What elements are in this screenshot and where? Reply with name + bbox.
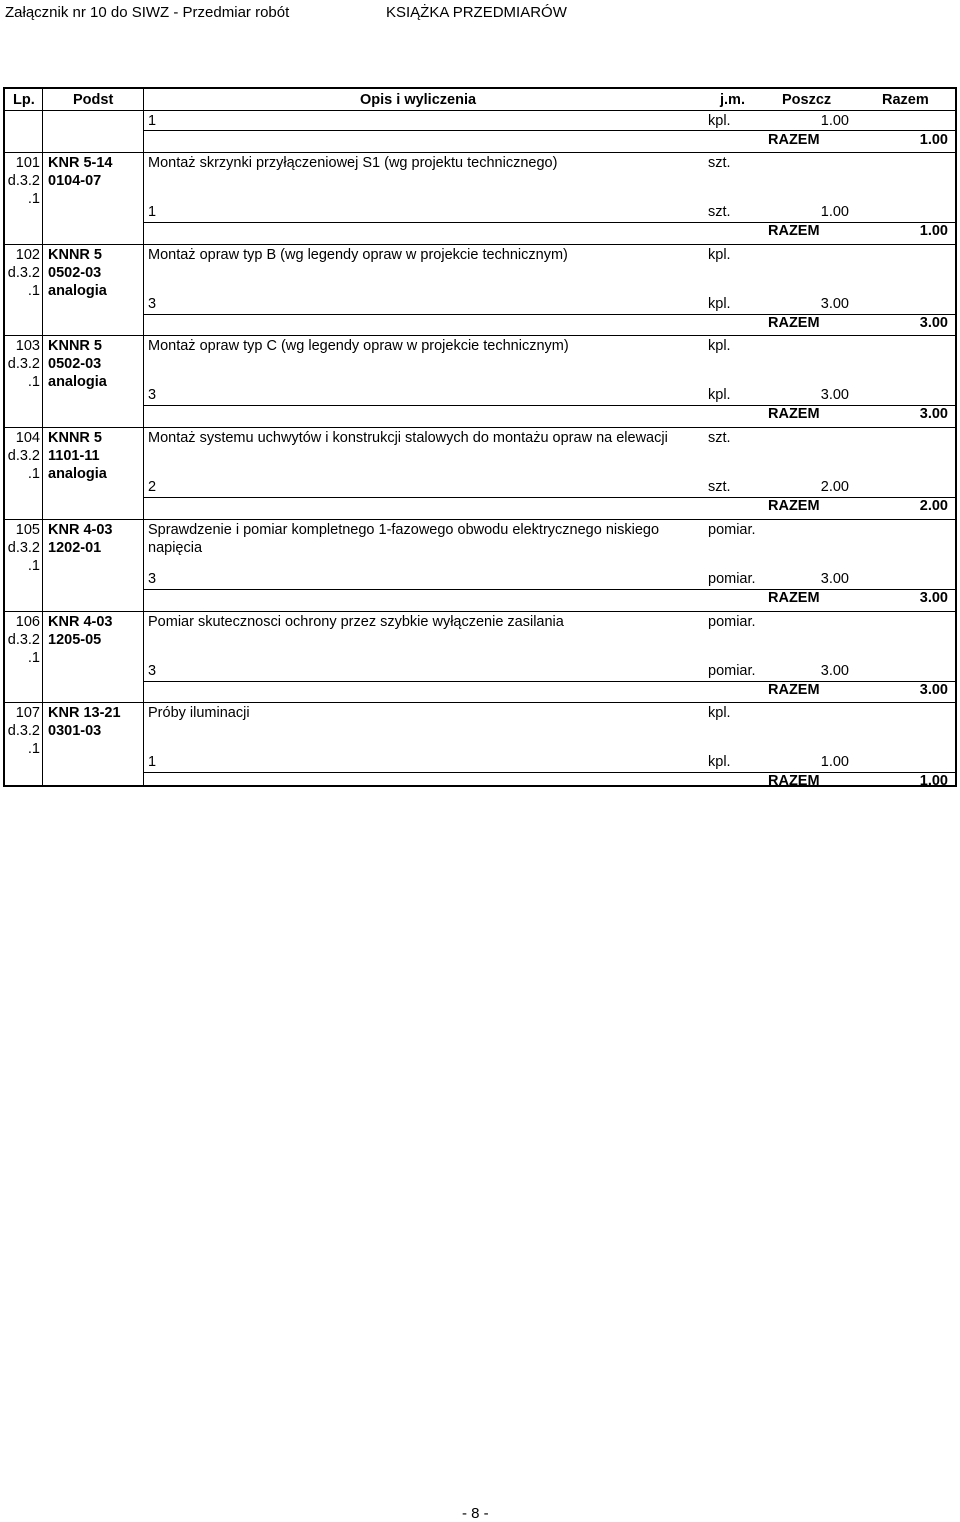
item-calc-rule [143,589,955,590]
item-separator [5,427,955,428]
item-unit: kpl. [708,338,731,355]
item-calc-rule [143,497,955,498]
item-calc-qty: 3 [148,570,157,587]
item-sum-value: 3.00 [919,406,948,423]
item-sum-value: 3.00 [919,681,948,698]
item-description: Próby iluminacji [148,705,250,722]
item-description: Sprawdzenie i pomiar kompletnego 1-fazowego obwodu elektrycznego niskiego [148,521,660,538]
col-header-poszcz: Poszcz [782,92,832,108]
item-sum-label: RAZEM [768,406,820,423]
item-calc-rule [143,314,955,315]
item-lp: .1 [27,374,40,391]
item-calc-value: 2.00 [820,479,849,496]
item-podst: KNR 5-14 [48,155,113,171]
item-unit: kpl. [708,705,731,722]
item-description: Montaż systemu uchwytów i konstrukcji stalowych do montażu opraw na elewacji [148,430,668,447]
item-separator [5,335,955,336]
item-unit: szt. [708,430,731,447]
item-separator [5,702,955,703]
item-lp: .1 [27,649,40,666]
item-podst: KNR 13-21 [48,705,121,722]
item-lp: d.3.2 [7,356,40,373]
item-podst: 1101-11 [48,448,100,465]
item-separator [5,611,955,612]
item-description: Montaż skrzynki przyłączeniowej S1 (wg projektu technicznego) [148,155,558,171]
item-calc-unit: szt. [708,204,731,220]
col-header-razem: Razem [882,92,929,108]
item-sum-value: 1.00 [919,223,948,239]
item-podst: KNR 4-03 [48,521,113,538]
item-description: Pomiar skutecznosci ochrony przez szybkie wyłączenie zasilania [148,613,564,630]
item-sum-value: 3.00 [919,314,948,331]
item-lp: 103 [15,338,40,355]
item-calc-value: 3.00 [820,295,849,312]
item-calc-rule [143,772,955,773]
item-calc-value: 3.00 [820,662,849,679]
item-calc-value: 1.00 [820,204,849,220]
item-podst: 0301-03 [48,723,102,740]
item-lp: d.3.2 [7,448,40,465]
item-lp: d.3.2 [7,264,40,281]
item-lp: .1 [27,557,40,574]
item-description: Montaż opraw typ C (wg legendy opraw w projekcie technicznym) [148,338,569,355]
item-calc-qty: 3 [148,387,157,404]
item-calc-unit: pomiar. [708,662,756,679]
item-sum-label: RAZEM [768,773,820,790]
item-description: Montaż opraw typ B (wg legendy opraw w projekcie technicznym) [148,246,568,263]
item-lp: 104 [15,430,40,447]
item-podst: analogia [48,466,107,483]
item-unit: pomiar. [708,521,756,538]
item-calc-rule [143,681,955,682]
item-podst: analogia [48,282,107,299]
item-podst: 0502-03 [48,264,102,281]
item-unit: pomiar. [708,613,756,630]
item-podst: 1205-05 [48,631,102,648]
item-separator [5,519,955,520]
item-calc-rule [143,222,955,223]
item-podst: 1202-01 [48,539,102,556]
item-sum-label: RAZEM [768,589,820,606]
item-lp: 105 [15,521,40,538]
document-header-title: KSIĄŻKA PRZEDMIARÓW [386,4,567,21]
col-header-jm: j.m. [720,92,745,108]
item-calc-value: 3.00 [820,387,849,404]
item-podst: KNNR 5 [48,246,102,263]
item-calc-unit: kpl. [708,754,731,771]
item-calc-qty: 1 [148,754,157,771]
item-calc-qty: 1 [148,204,157,220]
item-podst: KNNR 5 [48,430,102,447]
item-lp: 101 [15,155,40,171]
item-sum-label: RAZEM [768,314,820,331]
col-divider-lp [42,89,43,785]
item-calc-value: 3.00 [820,570,849,587]
item-lp: 102 [15,246,40,263]
col-header-lp: Lp. [13,92,35,108]
item-calc-unit: kpl. [708,295,731,312]
item-calc-qty: 3 [148,295,157,312]
item-lp: 107 [15,705,40,722]
item-sum-label: RAZEM [768,223,820,239]
item-separator [5,152,955,153]
carryover-calc-unit: kpl. [708,113,731,129]
item-lp: d.3.2 [7,173,40,189]
document-header-left: Załącznik nr 10 do SIWZ - Przedmiar robót [5,4,290,21]
item-calc-qty: 2 [148,479,157,496]
item-unit: szt. [708,155,731,171]
item-sum-label: RAZEM [768,681,820,698]
item-podst: KNR 4-03 [48,613,113,630]
item-sum-value: 2.00 [919,498,948,515]
item-calc-rule [143,405,955,406]
col-header-podst: Podst [73,92,114,108]
carryover-calc-rule [143,130,955,131]
item-sum-value: 1.00 [919,773,948,790]
carryover-calc-value: 1.00 [820,113,849,129]
item-lp: 106 [15,613,40,630]
item-calc-qty: 3 [148,662,157,679]
item-podst: KNNR 5 [48,338,102,355]
carryover-sum-label: RAZEM [768,132,820,148]
item-podst: 0104-07 [48,173,102,189]
item-calc-unit: pomiar. [708,570,756,587]
header-rule [5,110,955,111]
item-sum-value: 3.00 [919,589,948,606]
item-lp: .1 [27,191,40,207]
item-podst: analogia [48,374,107,391]
estimate-table [3,87,957,790]
item-lp: .1 [27,741,40,758]
item-lp: d.3.2 [7,631,40,648]
item-lp: d.3.2 [7,723,40,740]
page-number: - 8 - [462,1505,489,1522]
item-separator [5,244,955,245]
item-calc-value: 1.00 [820,754,849,771]
item-sum-label: RAZEM [768,498,820,515]
item-lp: d.3.2 [7,539,40,556]
item-calc-unit: kpl. [708,387,731,404]
item-description: napięcia [148,539,203,556]
carryover-sum-value: 1.00 [919,132,948,148]
item-unit: kpl. [708,246,731,263]
item-calc-unit: szt. [708,479,731,496]
item-podst: 0502-03 [48,356,102,373]
item-lp: .1 [27,466,40,483]
col-header-opis: Opis i wyliczenia [360,92,477,108]
item-lp: .1 [27,282,40,299]
carryover-calc-qty: 1 [148,113,157,129]
